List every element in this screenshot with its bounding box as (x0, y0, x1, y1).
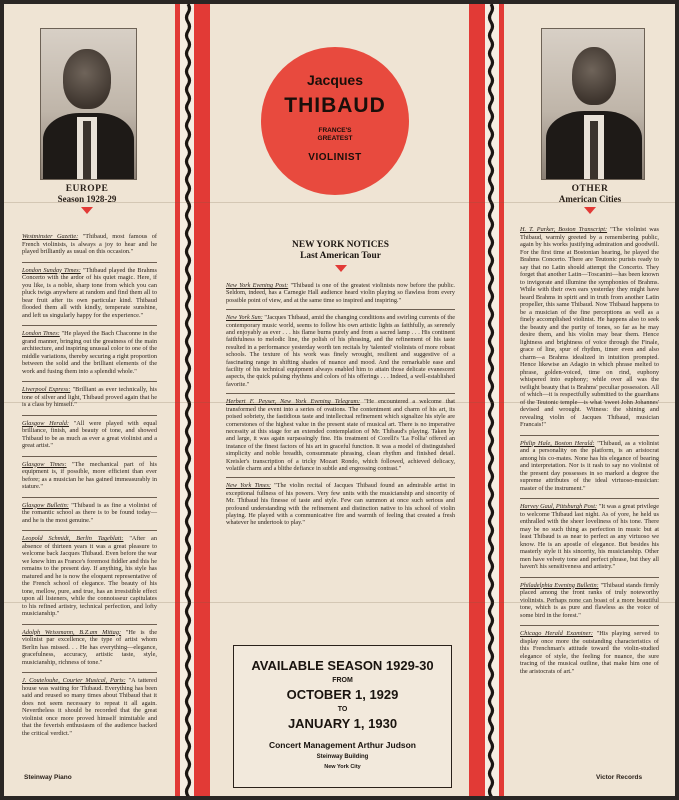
review-text: "His playing served to display once more the outstanding characteristics of this Frenchman's attitude toward the violin-studied elegance of style, the feeling for nuance, the sure tracing of the musical outline, that make him one of the aristocrats of art." (520, 630, 660, 675)
notices-subtitle: Last American Tour (300, 251, 381, 261)
left-caption (22, 184, 152, 214)
divider (22, 325, 157, 326)
review-text: "It was a great privilege to welcome Thibaud last night. As of yore, he held us enthralled with the sheer loveliness of his tone. There may be no such thing as perfection in music but at least Thibaud is as near to perfect as any virtuoso we know. He is an apostle of elegance. But besides his masterly style it his sincerity, his musicianship. Other men have velvety tone and perfect phrase, but they all haven't his sensitiveness and artistry." (520, 503, 659, 570)
review-text: "Thibaud, as a violinist and a personality on the platform, is an aristocrat among his co-mates. None has his elegance of bearing and interpretation. Nor is it rash to say no violinist of the present day possesses in so marked a degree the supreme attributes of the ideal virtuoso-musician: master of the instrument." (520, 439, 659, 492)
review-text: "Brilliant as ever technically, his tone of silver and light, Thibaud proved again that he is a class by himself." (22, 386, 157, 408)
triangle-marker (335, 265, 347, 272)
review-source: Westminster Gazette: (22, 233, 79, 240)
left-red-band (194, 4, 210, 796)
portrait-photo-right (541, 28, 645, 180)
center-reviews (226, 282, 455, 532)
review-source: Adolph Weissmann, B.Z.am Mittag: (22, 628, 122, 636)
triangle-marker (81, 207, 93, 214)
review-text: "Jacques Thibaud, amid the changing conditions and swirling currents of the contemporary music world, seems to follow his own artistic lights as faithfully, as serenely and enjoyably as ever . . . his flame burns purely and from a sacred lamp . . . His continent faithfulness to melodic line, the polish of his phrasing, and the refinement of his taste resulted in a performance yesterday worth ten recitals by 'talented' violinists of more robust schools. The texture of his work was finely wrought, resilient and suggestive of a fascinating range in shifting shades of nuance and mood. And the remarkable ease and facility of his technical equipment always enabled him to attain those delicate evanescent aspects, the quick pulsing rhythms and colors of his offerings . . . Indeed, a well-established favorite." (226, 314, 455, 388)
review-text: "Thibaud is one of the greatest violinists now before the public. Seldom, indeed, has a Carnegie Hall audience heard violin playing so flawless from every possible point of view, and at the same time so inspired and inspiring." (226, 282, 455, 304)
review-block (520, 440, 659, 493)
divider (226, 393, 455, 394)
divider (22, 497, 157, 498)
review-source: New York Evening Post: (226, 282, 289, 289)
portrait-photo-left (40, 28, 137, 180)
review-text: "The violin recital of Jacques Thibaud found an admirable artist in exceptional fullness of his powers. Very few units with the musicianship and sincerity of Mr. Thibaud his finesse of taste and style. Few can summon at once such serious and profound understanding with the refinement and distinction native to his school of violin playing. He played with a communicative fire and warmth of feeling that created a fresh whatever he undertook to play." (226, 482, 455, 527)
review-source: Glasgow Bulletin: (22, 501, 69, 509)
review-source: Glasgow Times: (22, 460, 67, 468)
divider (22, 530, 157, 531)
review-source: Harvey Gaul, Pittsburgh Post: (520, 503, 598, 510)
review-source: Leopold Schmidt, Berlin Tageblatt: (22, 535, 124, 542)
season-end-date: JANUARY 1, 1930 (287, 716, 398, 731)
review-block (22, 267, 157, 320)
review-block (22, 629, 157, 667)
review-text: "Thibaud is as fine a violinist of the romantic school as there is to be found today—and he is the most genuine." (22, 501, 157, 524)
left-reviews (22, 233, 157, 743)
review-source: Philadelphia Evening Bulletin: (520, 581, 599, 589)
performer-role: VIOLINIST (308, 152, 362, 163)
divider (22, 672, 157, 673)
review-text: "The mechanical part of his equipment is, if possible, more efficient than ever before; as a musician he has gained immeasurably in stature." (22, 460, 158, 490)
review-text: "After an absence of thirteen years it was a great pleasure to welcome back Jacques Thibaud. Even before the war we knew him as France's foremost fiddler and this he remains to the present day. If anything, his style has matured and he is now the eloquent representative of the French school of elegance. The beauty of his tone, mellow, pure, and true, has an irresistible effect upon all listeners, while the connoisseur capitulates to his refined artistry, technical perfection, and lofty musicianship." (22, 535, 158, 617)
divider (520, 435, 659, 436)
right-red-band (469, 4, 485, 796)
review-block (22, 677, 157, 737)
review-text: "A tattered house was waiting for Thibaud. Everything has been said and reused so many times about Thibaud that it does not seem necessary to repeat it all again. Nevertheless it should be recorded that the great violinist once more proved himself inimitable and that the feverish enthusiasm of the audience backed the critical verdict." (22, 677, 157, 737)
notices-title: NEW YORK NOTICES (292, 240, 389, 250)
left-caption-subtitle: Season 1928-29 (57, 194, 117, 204)
divider (22, 415, 157, 416)
review-block (520, 582, 659, 620)
management-name: Concert Management Arthur Judson (268, 740, 417, 750)
review-block (226, 482, 455, 526)
review-source: Philip Hale, Boston Herald: (520, 439, 595, 447)
performer-last-name: THIBAUD (284, 94, 386, 117)
review-source: Glasgow Herald: (22, 419, 70, 427)
review-block (22, 461, 157, 491)
review-source: London Sunday Times: (22, 266, 81, 274)
review-source: New York Sun: (226, 314, 263, 322)
divider (22, 456, 157, 457)
review-text: "He is the violinist par excellence, the type of artist whom Berlin has missed. . . He has everything—elegance, gracefulness, accuracy, artistic taste, style, musicianship, richness of tone." (22, 628, 157, 666)
season-box (233, 645, 452, 788)
left-caption-title: EUROPE (65, 184, 109, 194)
review-block (226, 398, 455, 472)
review-block (22, 233, 157, 256)
management-building: Steinway Building (316, 754, 369, 760)
review-text: "Thibaud stands firmly placed among the front ranks of truly noteworthy violinists. Perhaps none can boast of a more beautiful tone, which is as pure and flawless as the voice of some bird in the forest." (520, 581, 660, 619)
review-block (22, 386, 157, 409)
review-text: "He played the Bach Chaconne in the grand manner, bringing out the greatness of the main architecture, and inspiring unusual color to one of the middle variations, thereby securing a right proportion between the solid and the brilliant elements of the work and fusing them into a splendid whole." (22, 330, 157, 375)
right-caption (524, 184, 656, 214)
divider (22, 262, 157, 263)
divider (22, 624, 157, 625)
right-caption-subtitle: American Cities (558, 194, 622, 204)
title-circle (261, 47, 409, 195)
divider (520, 577, 659, 578)
right-caption-title: OTHER (571, 184, 609, 194)
performer-first-name: Jacques (306, 72, 364, 88)
review-block (520, 503, 659, 571)
review-block (22, 420, 157, 450)
review-source: Liverpool Express: (22, 386, 71, 393)
review-block (226, 314, 455, 388)
review-source: J. Coutelouhe, Courier Musical, Paris: (22, 677, 126, 684)
season-start-date: OCTOBER 1, 1929 (286, 687, 399, 702)
review-text: "He encountered a welcome that transformed the event into a series of ovations. The contentment and charm of his art, its poised sobriety, the fastidious taste and intellectual refinement which signalize his style are cornerstones of the highest value in the present state of musical art. There is no imperative necessity at this stage for an extended contemplation of Mr. Thibaud's playing. Taken by and large, it was again surpassingly fine. His treatment of Corelli's 'La Follia' offered an instance of the finest factors of his art in graceful function. It was a model of distinguished simplicity and noble breadth, consummate phrasing, clean rhythm and finished detail. Kreisler's transcription of a tricky Mozart Rondo, which followed, achieved delicacy, volatile charm and a blithe defiance in subtle and engrossing contrast." (226, 398, 455, 472)
right-reviews (520, 226, 659, 681)
season-from: FROM (332, 677, 353, 684)
left-wavy-band (182, 4, 194, 796)
tagline-2: GREATEST (317, 135, 353, 142)
review-text: "Thibaud played the Brahms Concerto with the ardor of his quiet magic. Here, if you like, is a noble, sharp tone from which you can pluck twigs anywhere at random and find them all to bear fruit after its own particular kind. Thibaud flooded them all with kindly, temperate sunshine, and left us singularly happy for the experience." (22, 266, 157, 319)
divider (226, 309, 455, 310)
season-to: TO (337, 706, 348, 713)
triangle-marker (584, 207, 596, 214)
divider (520, 498, 659, 499)
review-block (520, 226, 659, 429)
review-text: "Thibaud, most famous of French violinists, is always a joy to hear and he played brilliantly as usual on this occasion." (22, 233, 157, 255)
management-city: New York City (324, 764, 361, 770)
season-line: AVAILABLE SEASON 1929-30 (251, 658, 434, 673)
review-block (22, 330, 157, 375)
right-footer: Victor Records (596, 774, 643, 781)
review-source: Herbert F. Peyser, New York Evening Telegram: (226, 398, 361, 406)
tagline-1: FRANCE'S (318, 127, 352, 134)
review-source: New York Times: (226, 482, 271, 490)
divider (226, 477, 455, 478)
review-text: "The violinist was Thibaud, warmly greeted by a remembering public, again by his works justifying admiration and goodwill. For the first time at Bostonian hearing, he played the Brahms Concerto. There are Teutonic purists ready to say that no Latin should attempt the Concerto. They forget that another Latin—Toscanini—has been known to invigorate and illumine the symphonies of Brahms. While with their own ears yesterday they might have heard Brahms in spirit and in truth from another Latin propeller, this same Thibaud. Now Thibaud happens to be a musician of the fine perceptions as well as a finely accomplished violinist. He happens also to seek the beauty and the purity of tones, so far as he may desire them, and his violin may bear them. Hence lightness and brightness of voice through the Finale, grace of line, spur of rhythm, timer even and also charm—a Brahms idealized in intuition prompted. Hence likewise an Adagio in which phrase melted to phrase, golden-voiced, time on rind, euphony whispered into euphony; while over all was the twilight beauty that is Brahms' peculiar possession. All of which—it is respectfully submitted to the guardians of the Teutonic temple—is what 'sweet John Johannes' devised and wrought. Witness: the shining and revealing violin of Jacques Thibaud, musician Francais!" (520, 226, 659, 428)
review-block (22, 535, 157, 618)
review-block (22, 502, 157, 525)
left-footer: Steinway Piano (24, 774, 72, 781)
review-block (226, 282, 455, 304)
right-wavy-band (485, 4, 497, 796)
divider (520, 625, 659, 626)
review-source: Chicago Herald Examiner: (520, 630, 593, 637)
concert-leaflet (4, 4, 675, 796)
review-source: H. T. Parker, Boston Transcript: (520, 226, 608, 233)
review-text: "All were played with equal brilliance, finish, and beauty of tone, and showed Thibaud to be as much as ever a great violinist and a great artist." (22, 419, 157, 449)
right-red-stripe (499, 4, 504, 796)
divider (22, 381, 157, 382)
review-block (520, 630, 659, 675)
notices-heading (226, 240, 455, 272)
review-source: London Times: (22, 330, 60, 337)
